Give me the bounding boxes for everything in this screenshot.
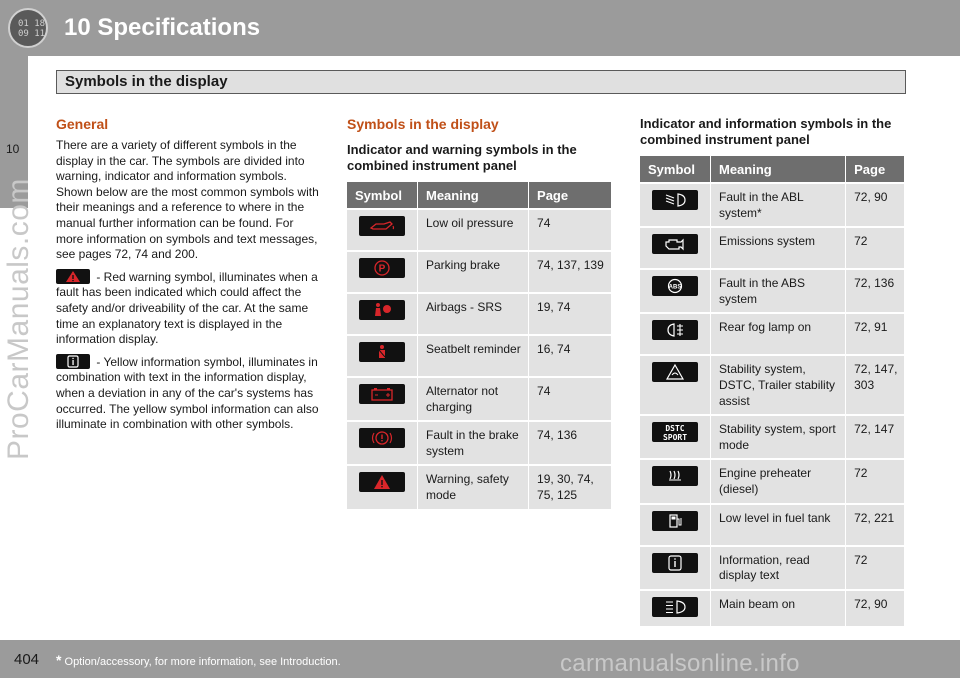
red-warning-paragraph [56,269,322,348]
symbol-cell [347,335,418,377]
page-cell: 72, 136 [846,269,904,313]
abs-icon [652,276,698,296]
meaning-cell: Stability system, sport mode [711,415,846,459]
header-bar [0,0,960,56]
table-row [347,377,611,421]
dstc-sport-icon [652,422,698,442]
dstc-label: DSTC [665,424,685,434]
symbol-cell [640,504,711,546]
brake-fault-icon [359,428,405,448]
information-icon [652,553,698,573]
symbol-cell [640,546,711,590]
information-icon [56,354,90,369]
symbol-cell [640,183,711,227]
sport-label: SPORT [662,433,688,443]
table-row [640,269,904,313]
svg-text:P: P [378,263,386,275]
battery-icon [359,384,405,404]
page-cell: 72 [846,459,904,503]
table-row [640,546,904,590]
symbol-cell [640,269,711,313]
page-cell: 72 [846,546,904,590]
meaning-cell: Emissions system [711,227,846,269]
table-row [640,504,904,546]
symbol-cell [640,590,711,626]
table-row [640,313,904,355]
warning-triangle-icon [56,269,90,284]
page-cell: 74 [529,209,611,251]
page-cell: 19, 74 [529,293,611,335]
badge-top-text: 01 18 [18,19,46,29]
table-header-row [347,182,611,209]
page-cell: 74 [529,377,611,421]
oil-pressure-icon [359,216,405,236]
watermark-bottom: carmanualsonline.info [560,650,800,677]
symbol-cell [640,355,711,415]
airbag-icon [359,300,405,320]
table-row [640,227,904,269]
page-number: 404 [14,651,40,668]
stability-system-icon [652,362,698,382]
table-header-row [640,156,904,183]
page-cell: 74, 137, 139 [529,251,611,293]
page-cell: 72, 221 [846,504,904,546]
table-row [347,421,611,465]
page-cell: 72 [846,227,904,269]
yellow-info-text: - Yellow information symbol, illuminates in combination with text in the information display, when a deviation in any of the car's systems has occurred. The yellow symbol information can also illuminate in combination with other symbols. [56,354,319,432]
seatbelt-icon [359,342,405,362]
page-cell: 72, 90 [846,590,904,626]
headlight-leveling-icon [652,190,698,210]
column-header: Page [846,156,904,183]
yellow-info-paragraph [56,354,322,433]
meaning-cell: Low level in fuel tank [711,504,846,546]
table-row [640,459,904,503]
red-warning-text: - Red warning symbol, illuminates when a fault has been indicated which could affect the safety and/or driveability of the car. At the same time an explanatory text is displayed in the information display. [56,269,318,347]
meaning-cell: Main beam on [711,590,846,626]
footnote [56,652,341,668]
column-header: Meaning [711,156,846,183]
table-row [347,465,611,508]
parking-brake-icon [359,258,405,278]
warning-table-heading: Indicator and warning symbols in the combined instrument panel [347,142,577,173]
fuel-pump-icon [652,511,698,531]
symbol-cell [347,465,418,508]
page-cell: 72, 147 [846,415,904,459]
warning-triangle-icon [359,472,405,492]
symbol-cell [640,227,711,269]
symbol-cell [347,421,418,465]
meaning-cell: Fault in the ABL system* [711,183,846,227]
chapter-badge [8,8,48,48]
main-beam-icon [652,597,698,617]
page-cell: 72, 147, 303 [846,355,904,415]
table-row [640,590,904,626]
meaning-cell: Engine preheater (diesel) [711,459,846,503]
symbols-heading: Symbols in the display [347,116,499,132]
table-row [347,209,611,251]
meaning-cell: Rear fog lamp on [711,313,846,355]
symbol-cell [347,251,418,293]
page-cell: 16, 74 [529,335,611,377]
badge-bottom-text: 09 11 [18,29,46,39]
symbol-cell [640,313,711,355]
chapter-title: 10 Specifications [64,14,261,41]
general-heading: General [56,116,109,132]
svg-text:ABS: ABS [668,284,682,291]
meaning-cell: Alternator not charging [418,377,529,421]
footnote-text: Option/accessory, for more information, see Introduction. [61,656,341,668]
meaning-cell: Information, read display text [711,546,846,590]
glow-plug-icon [652,466,698,486]
warning-symbols-table [347,182,611,509]
column-header: Page [529,182,611,209]
table-row [347,251,611,293]
column-header: Meaning [418,182,529,209]
symbol-cell [347,209,418,251]
symbol-cell [640,459,711,503]
general-intro: There are a variety of different symbols in the display in the car. The symbols are divided into warning, indicator and information symbols. Shown below are the most common symbols with their meanings and a reference to where in the manual further information can be found. For more information on symbols and text messages, see pages 72, 74 and 200. [56,138,319,262]
chapter-number: 10 [6,142,20,156]
table-row [640,415,904,459]
meaning-cell: Warning, safety mode [418,465,529,508]
info-symbols-table [640,156,904,626]
table-row [347,335,611,377]
meaning-cell: Fault in the brake system [418,421,529,465]
footer-bar [0,640,960,678]
symbol-cell [640,415,711,459]
meaning-cell: Fault in the ABS system [711,269,846,313]
meaning-cell: Low oil pressure [418,209,529,251]
meaning-cell: Parking brake [418,251,529,293]
table-row [347,293,611,335]
general-column [56,116,322,433]
page-cell: 72, 90 [846,183,904,227]
table-row [640,355,904,415]
engine-emissions-icon [652,234,698,254]
meaning-cell: Seatbelt reminder [418,335,529,377]
symbol-cell [347,293,418,335]
symbol-cell [347,377,418,421]
page-cell: 74, 136 [529,421,611,465]
watermark-left: ProCarManuals.com [2,178,35,460]
table-row [640,183,904,227]
footnote-asterisk: * [56,652,62,668]
page-cell: 72, 91 [846,313,904,355]
info-table-heading: Indicator and information symbols in the combined instrument panel [640,116,892,147]
page-cell: 19, 30, 74, 75, 125 [529,465,611,508]
rear-fog-lamp-icon [652,320,698,340]
meaning-cell: Stability system, DSTC, Trailer stability assist [711,355,846,415]
section-title: Symbols in the display [65,73,228,90]
column-header: Symbol [640,156,711,183]
warning-symbols-column [347,116,611,509]
meaning-cell: Airbags - SRS [418,293,529,335]
info-symbols-column [640,116,904,626]
section-title-bar [56,70,906,94]
column-header: Symbol [347,182,418,209]
